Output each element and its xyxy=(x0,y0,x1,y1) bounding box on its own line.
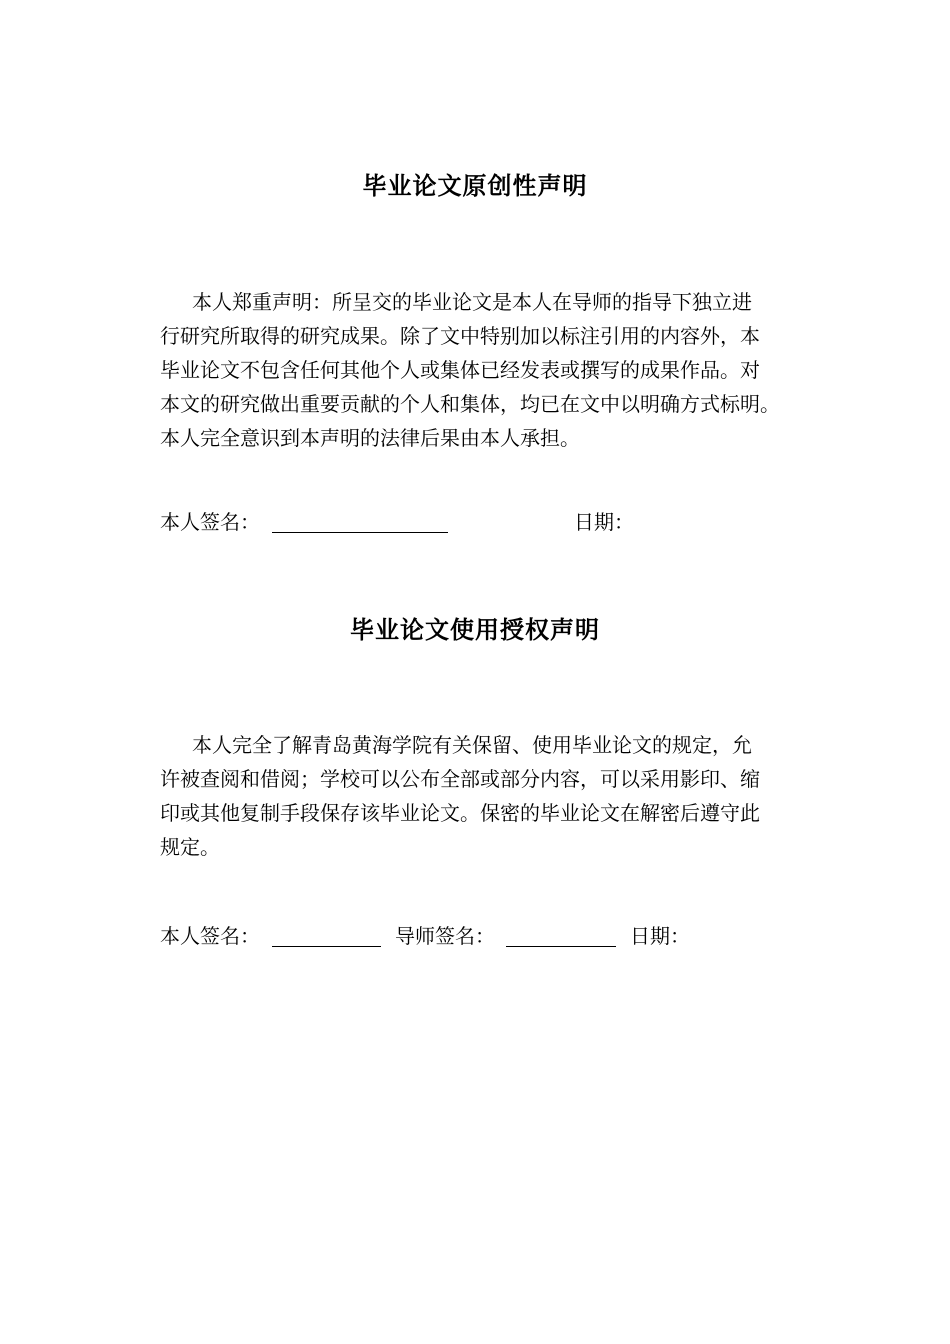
signature-blank-line[interactable] xyxy=(272,532,448,533)
originality-signature-row xyxy=(160,507,860,537)
authorization-statement-body xyxy=(160,728,850,864)
date-label: 日期： xyxy=(630,924,690,948)
paragraph-line: 本人完全了解青岛黄海学院有关保留、使用毕业论文的规定，允 xyxy=(192,733,752,757)
paragraph-line: 本文的研究做出重要贡献的个人和集体，均已在文中以明确方式标明。 xyxy=(160,392,780,416)
signature-label: 本人签名： xyxy=(160,510,260,534)
paragraph-line: 本人郑重声明：所呈交的毕业论文是本人在导师的指导下独立进 xyxy=(192,290,752,314)
signature-blank-line[interactable] xyxy=(272,946,381,947)
authorization-signature-row xyxy=(160,921,860,951)
date-label: 日期： xyxy=(574,510,634,534)
paragraph-line: 许被查阅和借阅；学校可以公布全部或部分内容，可以采用影印、缩 xyxy=(160,767,760,791)
advisor-signature-blank-line[interactable] xyxy=(506,946,616,947)
authorization-statement-title: 毕业论文使用授权声明 xyxy=(350,616,600,644)
paragraph-line: 行研究所取得的研究成果。除了文中特别加以标注引用的内容外，本 xyxy=(160,324,760,348)
originality-statement-title: 毕业论文原创性声明 xyxy=(362,172,588,200)
signature-label: 本人签名： xyxy=(160,924,260,948)
paragraph-line: 规定。 xyxy=(160,835,220,859)
paragraph-line: 印或其他复制手段保存该毕业论文。保密的毕业论文在解密后遵守此 xyxy=(160,801,760,825)
paragraph-line: 毕业论文不包含任何其他个人或集体已经发表或撰写的成果作品。对 xyxy=(160,358,760,382)
advisor-signature-label: 导师签名： xyxy=(395,924,495,948)
originality-statement-body xyxy=(160,285,850,455)
paragraph-line: 本人完全意识到本声明的法律后果由本人承担。 xyxy=(160,426,580,450)
